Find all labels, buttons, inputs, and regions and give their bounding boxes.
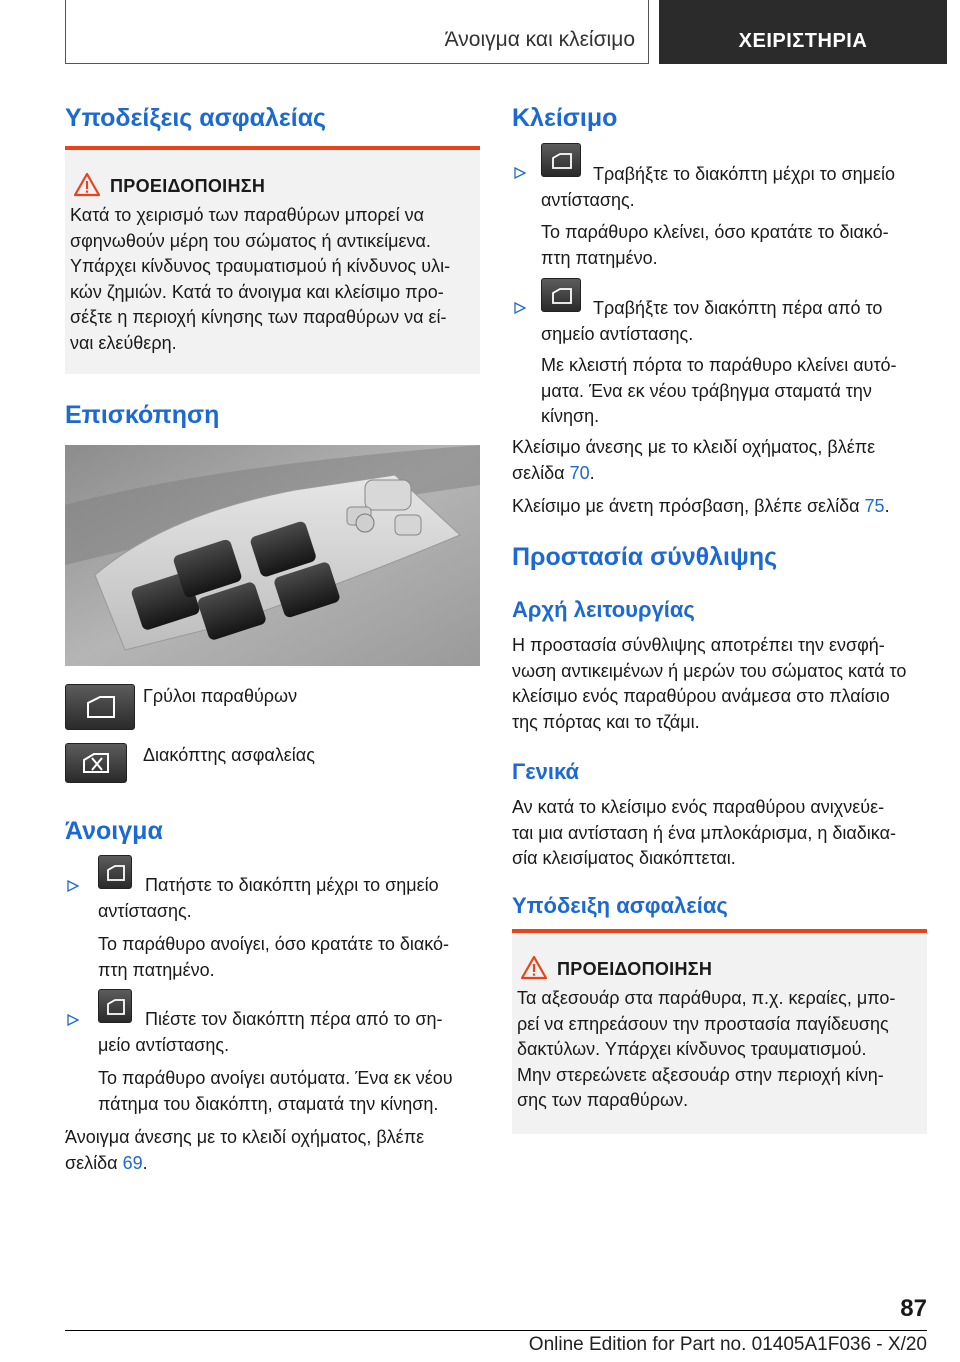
switch-button-icon <box>98 989 132 1023</box>
overview-heading: Επισκόπηση <box>65 401 220 429</box>
opening-heading: Άνοιγμα <box>65 817 163 845</box>
comfort-opening-ref: σελίδα 69. <box>65 1152 148 1173</box>
comfort-opening-text: Άνοιγμα άνεσης με το κλειδί οχήματος, βλέπε <box>65 1127 425 1147</box>
closing-step1-text: Τραβήξτε το διακόπτη μέχρι το σημείο <box>593 164 896 184</box>
warning-text-line: Κατά το χειρισμό των παραθύρων μπορεί να <box>70 205 425 225</box>
warning-text-line: ναι ελεύθερη. <box>70 332 177 353</box>
warning-label: ΠΡΟΕΙΔΟΠΟΙΗΣΗ <box>110 176 266 196</box>
window-switch-photo <box>65 445 480 666</box>
opening-step1-text: αντίστασης. <box>98 900 192 921</box>
opening-step1-result: Το παράθυρο ανοίγει, όσο κρατάτε το διακό- <box>98 934 450 954</box>
warning-triangle-icon <box>73 172 101 197</box>
warning-text-line: σης των παραθύρων. <box>517 1090 689 1110</box>
switch-button-icon <box>98 855 132 889</box>
general-text: σία κλεισίματος διακόπτεται. <box>512 848 736 868</box>
switch-button-icon <box>541 143 581 177</box>
closing-step1-text: αντίστασης. <box>541 189 635 210</box>
page-number: 87 <box>900 1295 927 1322</box>
page-link-70[interactable]: 70 <box>569 462 590 483</box>
closing-step2-result: Με κλειστή πόρτα το παράθυρο κλείνει αυτό- <box>541 355 897 375</box>
warning-box <box>512 933 927 1134</box>
step-arrow-icon <box>67 880 79 892</box>
door-panel-illustration <box>65 445 480 666</box>
warning-text-line: κών ζημιών. Κατά το άνοιγμα και κλείσιμο προ- <box>70 281 444 302</box>
opening-step2-text: μείο αντίστασης. <box>98 1034 230 1055</box>
safety-switch-icon <box>65 743 127 783</box>
warning-text-line: Μην στερεώνετε αξεσουάρ στην περιοχή κίνη- <box>517 1064 884 1085</box>
principle-text: κλείσιμο ενός παραθύρου ανάμεσα στο πλαίσιο <box>512 686 890 706</box>
closing-step1-result: Το παράθυρο κλείνει, όσο κρατάτε το διακό- <box>541 222 889 242</box>
pinch-protection-heading: Προστασία σύνθλιψης <box>512 543 778 571</box>
warning-text-line: σφηνωθούν μέρη του σώματος ή αντικείμενα. <box>70 230 431 251</box>
page-link-75[interactable]: 75 <box>864 496 885 516</box>
warning-triangle-icon <box>520 955 548 980</box>
general-text: Αν κατά το κλείσιμο ενός παραθύρου ανιχνεύε- <box>512 797 885 817</box>
switch-button-icon <box>541 278 581 312</box>
safety-hint-heading: Υπόδειξη ασφαλείας <box>512 893 728 918</box>
edition-footer: Online Edition for Part no. 01405A1F036 - X/20 <box>528 1334 927 1355</box>
legend-window-lifters: Γρύλοι παραθύρων <box>143 686 298 706</box>
principle-text: νωση αντικειμένων ή μερών του σώματος κατά το <box>512 660 907 681</box>
closing-step2-result: κίνηση. <box>541 406 600 426</box>
closing-step2-text: Τραβήξτε τον διακόπτη πέρα από το <box>593 298 883 318</box>
warning-label: ΠΡΟΕΙΔΟΠΟΙΗΣΗ <box>557 959 713 979</box>
closing-step2-text: σημείο αντίστασης. <box>541 323 694 344</box>
step-arrow-icon <box>514 167 526 179</box>
safety-notes-heading: Υποδείξεις ασφαλείας <box>65 104 327 132</box>
comfort-closing-ref: σελίδα 70. <box>512 462 595 483</box>
general-heading: Γενικά <box>512 759 580 784</box>
opening-step1-text: Πατήστε το διακόπτη μέχρι το σημείο <box>145 875 439 895</box>
closing-step1-result: πτη πατημένο. <box>541 247 658 268</box>
chapter-title: Άνοιγμα και κλείσιμο <box>444 28 635 51</box>
comfort-access-ref: Κλείσιμο με άνετη πρόσβαση, βλέπε σελίδα 75. <box>512 496 890 516</box>
opening-step1-result: πτη πατημένο. <box>98 959 215 980</box>
closing-heading: Κλείσιμο <box>512 104 618 132</box>
warning-text-line: Υπάρχει κίνδυνος τραυματισμού ή κίνδυνος υλι- <box>70 256 451 276</box>
warning-text-line: ρεί να επηρεάσουν την προστασία παγίδευσης <box>517 1013 889 1034</box>
legend-safety-switch: Διακόπτης ασφαλείας <box>143 745 315 765</box>
closing-step2-result: ματα. Ένα εκ νέου τράβηγμα σταματά την <box>541 380 872 401</box>
opening-step2-result: Το παράθυρο ανοίγει αυτόματα. Ένα εκ νέου <box>98 1068 453 1088</box>
section-tab: ΧΕΙΡΙΣΤΗΡΙΑ <box>659 0 947 64</box>
general-text: ται μια αντίσταση ή ένα μπλοκάρισμα, η διαδικα- <box>512 822 896 843</box>
principle-text: Η προστασία σύνθλιψης αποτρέπει την ενσφή- <box>512 635 885 655</box>
opening-step2-result: πάτημα του διακόπτη, σταματά την κίνηση. <box>98 1093 439 1114</box>
warning-text-line: δακτύλων. Υπάρχει κίνδυνος τραυματισμού. <box>517 1039 867 1059</box>
footer-rule <box>65 1330 927 1331</box>
opening-step2-text: Πιέστε τον διακόπτη πέρα από το ση- <box>145 1009 443 1029</box>
warning-box <box>65 150 480 374</box>
principle-text: της πόρτας και το τζάμι. <box>512 711 700 732</box>
window-lifter-icon <box>65 684 135 730</box>
step-arrow-icon <box>514 302 526 314</box>
step-arrow-icon <box>67 1014 79 1026</box>
warning-text-line: σέξτε η περιοχή κίνησης των παραθύρων να εί- <box>70 307 447 327</box>
page-link-69[interactable]: 69 <box>122 1152 143 1173</box>
principle-heading: Αρχή λειτουργίας <box>512 597 695 622</box>
warning-text-line: Τα αξεσουάρ στα παράθυρα, π.χ. κεραίες, μπο- <box>517 988 896 1008</box>
comfort-closing-text: Κλείσιμο άνεσης με το κλειδί οχήματος, βλέπε <box>512 437 876 457</box>
